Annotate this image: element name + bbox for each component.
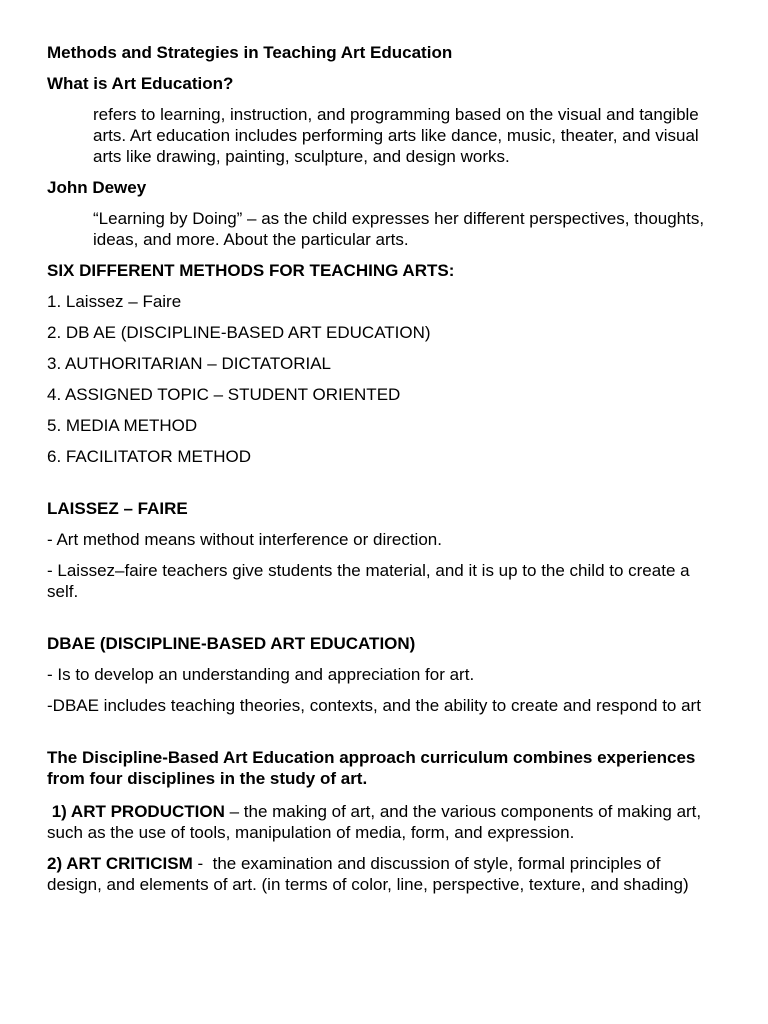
section-heading-dbae: DBAE (DISCIPLINE-BASED ART EDUCATION) xyxy=(47,634,416,653)
method-item: 6. FACILITATOR METHOD xyxy=(47,447,252,466)
section-heading-what-is-art-education: What is Art Education? xyxy=(47,74,234,93)
discipline-description: – the making of art, and the various components of making art, such as the use of tools, manipulation of media, form, and expression. xyxy=(47,802,702,842)
dbae-point: -DBAE includes teaching theories, contexts, and the ability to create and respond to art xyxy=(47,696,701,715)
dbae-point: - Is to develop an understanding and appreciation for art. xyxy=(47,665,475,684)
section-heading-six-methods: SIX DIFFERENT METHODS FOR TEACHING ARTS: xyxy=(47,261,455,280)
method-item: 1. Laissez – Faire xyxy=(47,292,182,311)
discipline-label: 2) ART CRITICISM xyxy=(47,854,193,873)
spacer xyxy=(47,477,720,498)
method-item: 5. MEDIA METHOD xyxy=(47,416,198,435)
dewey-quote: “Learning by Doing” – as the child expresses her different perspectives, thoughts, ideas, and more. About the particular arts. xyxy=(93,209,705,249)
spacer xyxy=(47,726,720,747)
laissez-faire-point: - Art method means without interference or direction. xyxy=(47,530,442,549)
section-heading-john-dewey: John Dewey xyxy=(47,178,147,197)
art-education-definition: refers to learning, instruction, and programming based on the visual and tangible arts. Art education includes performing arts like dance, music, theater, and visual arts like drawing, painting, sculpture, and design works. xyxy=(93,105,699,166)
discipline-label: 1) ART PRODUCTION xyxy=(47,802,225,821)
method-item: 4. ASSIGNED TOPIC – STUDENT ORIENTED xyxy=(47,385,401,404)
discipline-art-production xyxy=(47,801,720,843)
spacer xyxy=(47,612,720,633)
laissez-faire-point: - Laissez–faire teachers give students the material, and it is up to the child to create a self. xyxy=(47,561,690,601)
method-item: 2. DB AE (DISCIPLINE-BASED ART EDUCATION) xyxy=(47,323,431,342)
method-item: 3. AUTHORITARIAN – DICTATORIAL xyxy=(47,354,332,373)
discipline-description: - the examination and discussion of style, formal principles of design, and elements of art. (in terms of color, line, perspective, texture, and shading) xyxy=(47,854,689,894)
section-heading-laissez-faire: LAISSEZ – FAIRE xyxy=(47,499,188,518)
section-heading-dbae-approach: The Discipline-Based Art Education approach curriculum combines experiences from four disciplines in the study of art. xyxy=(47,748,696,788)
document-title: Methods and Strategies in Teaching Art Education xyxy=(47,43,453,62)
discipline-art-criticism xyxy=(47,853,720,895)
